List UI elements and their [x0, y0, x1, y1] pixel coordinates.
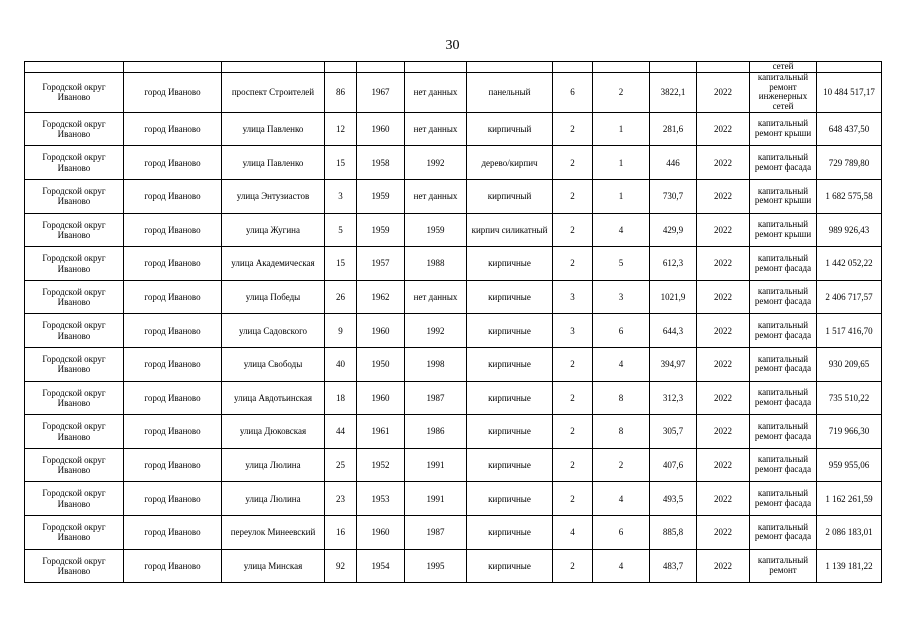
cell-work-type: капитальный ремонт фасада	[750, 516, 817, 550]
cell-cost: 2 406 717,57	[817, 280, 882, 314]
cell-year-overhaul: 1995	[405, 549, 467, 583]
page-number: 30	[445, 38, 460, 53]
cell-wall-material: кирпичные	[467, 448, 553, 482]
cell-floors: 2	[553, 146, 593, 180]
table-row	[25, 180, 882, 214]
cell-plan-year: 2022	[697, 381, 750, 415]
cell-district: Городской округ Иваново	[25, 516, 124, 550]
cell-street: улица Люлина	[222, 482, 325, 516]
cell-year-built: 1957	[357, 247, 405, 281]
table-row	[25, 73, 882, 113]
cell-year-built: 1953	[357, 482, 405, 516]
cell-district: Городской округ Иваново	[25, 146, 124, 180]
cell-floors: 2	[553, 381, 593, 415]
cell-year-built: 1960	[357, 516, 405, 550]
cell-house: 3	[325, 180, 357, 214]
cell-city: город Иваново	[124, 314, 222, 348]
cell-district: Городской округ Иваново	[25, 247, 124, 281]
cell-entrances: 6	[593, 314, 650, 348]
cell-plan-year: 2022	[697, 448, 750, 482]
cell-house: 23	[325, 482, 357, 516]
cell-wall-material: дерево/кирпич	[467, 146, 553, 180]
cell-wall-material: кирпич силикатный	[467, 213, 553, 247]
cell-cost: 719 966,30	[817, 415, 882, 449]
cell-cost: 1 162 261,59	[817, 482, 882, 516]
cell-city: город Иваново	[124, 448, 222, 482]
cell-cost: 1 442 052,22	[817, 247, 882, 281]
cell-floors: 2	[553, 415, 593, 449]
cell-year-overhaul: 1986	[405, 415, 467, 449]
cell-year-overhaul: 1991	[405, 482, 467, 516]
cell-work-type: капитальный ремонт инженерных сетей	[750, 73, 817, 113]
cell-area: 644,3	[650, 314, 697, 348]
cell-year-overhaul: 1988	[405, 247, 467, 281]
cell-entrances: 8	[593, 415, 650, 449]
cell-floors: 3	[553, 314, 593, 348]
cell-wall-material: кирпичные	[467, 280, 553, 314]
cell-cost	[817, 62, 882, 73]
cell-wall-material: кирпичные	[467, 348, 553, 382]
cell-entrances: 1	[593, 112, 650, 146]
cell-area: 483,7	[650, 549, 697, 583]
cell-entrances: 4	[593, 213, 650, 247]
cell-city: город Иваново	[124, 415, 222, 449]
cell-work-type: капитальный ремонт фасада	[750, 314, 817, 348]
cell-plan-year: 2022	[697, 482, 750, 516]
cell-district	[25, 62, 124, 73]
cell-entrances: 6	[593, 516, 650, 550]
cell-area: 312,3	[650, 381, 697, 415]
cell-city	[124, 62, 222, 73]
cell-house: 18	[325, 381, 357, 415]
cell-work-type: капитальный ремонт фасада	[750, 247, 817, 281]
cell-area: 281,6	[650, 112, 697, 146]
table-row	[25, 482, 882, 516]
cell-work-type: капитальный ремонт фасада	[750, 280, 817, 314]
cell-area: 446	[650, 146, 697, 180]
cell-year-built: 1950	[357, 348, 405, 382]
cell-year-built: 1959	[357, 180, 405, 214]
cell-year-built: 1958	[357, 146, 405, 180]
cell-wall-material	[467, 62, 553, 73]
cell-district: Городской округ Иваново	[25, 213, 124, 247]
cell-city: город Иваново	[124, 549, 222, 583]
cell-year-built: 1960	[357, 314, 405, 348]
cell-area: 730,7	[650, 180, 697, 214]
cell-plan-year: 2022	[697, 213, 750, 247]
cell-district: Городской округ Иваново	[25, 314, 124, 348]
cell-entrances: 3	[593, 280, 650, 314]
table-row	[25, 448, 882, 482]
cell-district: Городской округ Иваново	[25, 381, 124, 415]
cell-year-built: 1967	[357, 73, 405, 113]
cell-house: 86	[325, 73, 357, 113]
cell-year-overhaul: 1992	[405, 314, 467, 348]
cell-year-overhaul: 1991	[405, 448, 467, 482]
cell-year-overhaul: нет данных	[405, 112, 467, 146]
cell-house: 26	[325, 280, 357, 314]
cell-plan-year: 2022	[697, 516, 750, 550]
cell-plan-year: 2022	[697, 314, 750, 348]
table-row	[25, 112, 882, 146]
cell-city: город Иваново	[124, 516, 222, 550]
cell-year-overhaul: 1992	[405, 146, 467, 180]
cell-year-overhaul: нет данных	[405, 180, 467, 214]
cell-floors: 2	[553, 213, 593, 247]
table-row	[25, 146, 882, 180]
cell-street: улица Жугина	[222, 213, 325, 247]
cell-work-type: капитальный ремонт крыши	[750, 213, 817, 247]
cell-plan-year: 2022	[697, 73, 750, 113]
cell-work-type: капитальный ремонт фасада	[750, 348, 817, 382]
cell-district: Городской округ Иваново	[25, 112, 124, 146]
cell-cost: 10 484 517,17	[817, 73, 882, 113]
cell-plan-year: 2022	[697, 247, 750, 281]
cell-work-type: капитальный ремонт крыши	[750, 180, 817, 214]
cell-house: 12	[325, 112, 357, 146]
cell-floors: 2	[553, 247, 593, 281]
cell-cost: 1 517 416,70	[817, 314, 882, 348]
cell-house: 44	[325, 415, 357, 449]
cell-street: улица Павленко	[222, 146, 325, 180]
cell-year-built	[357, 62, 405, 73]
cell-street: улица Павленко	[222, 112, 325, 146]
cell-street	[222, 62, 325, 73]
cell-house: 15	[325, 146, 357, 180]
cell-year-built: 1952	[357, 448, 405, 482]
cell-work-type: капитальный ремонт крыши	[750, 112, 817, 146]
cell-cost: 930 209,65	[817, 348, 882, 382]
cell-area	[650, 62, 697, 73]
cell-plan-year: 2022	[697, 146, 750, 180]
cell-entrances: 4	[593, 482, 650, 516]
cell-year-overhaul: нет данных	[405, 280, 467, 314]
cell-entrances: 2	[593, 448, 650, 482]
buildings-table	[24, 61, 882, 583]
cell-wall-material: кирпичные	[467, 516, 553, 550]
cell-work-type: капитальный ремонт фасада	[750, 415, 817, 449]
cell-floors: 2	[553, 180, 593, 214]
cell-wall-material: кирпичные	[467, 247, 553, 281]
cell-street: улица Победы	[222, 280, 325, 314]
cell-district: Городской округ Иваново	[25, 348, 124, 382]
cell-wall-material: панельный	[467, 73, 553, 113]
cell-street: улица Минская	[222, 549, 325, 583]
cell-year-overhaul: 1998	[405, 348, 467, 382]
cell-area: 305,7	[650, 415, 697, 449]
table-row	[25, 348, 882, 382]
cell-house: 16	[325, 516, 357, 550]
cell-year-overhaul: нет данных	[405, 73, 467, 113]
cell-district: Городской округ Иваново	[25, 448, 124, 482]
table-row	[25, 516, 882, 550]
cell-street: улица Люлина	[222, 448, 325, 482]
cell-floors: 2	[553, 112, 593, 146]
cell-plan-year: 2022	[697, 549, 750, 583]
cell-year-overhaul: 1987	[405, 381, 467, 415]
cell-work-type: капитальный ремонт	[750, 549, 817, 583]
cell-work-type: капитальный ремонт фасада	[750, 146, 817, 180]
table-row	[25, 381, 882, 415]
cell-house: 25	[325, 448, 357, 482]
cell-entrances: 5	[593, 247, 650, 281]
cell-house: 5	[325, 213, 357, 247]
cell-plan-year	[697, 62, 750, 73]
cell-year-overhaul	[405, 62, 467, 73]
cell-area: 612,3	[650, 247, 697, 281]
cell-city: город Иваново	[124, 348, 222, 382]
cell-district: Городской округ Иваново	[25, 180, 124, 214]
cell-house: 40	[325, 348, 357, 382]
cell-plan-year: 2022	[697, 280, 750, 314]
cell-house: 15	[325, 247, 357, 281]
cell-plan-year: 2022	[697, 180, 750, 214]
cell-city: город Иваново	[124, 482, 222, 516]
cell-entrances: 8	[593, 381, 650, 415]
cell-wall-material: кирпичный	[467, 112, 553, 146]
cell-city: город Иваново	[124, 280, 222, 314]
cell-floors: 2	[553, 482, 593, 516]
cell-wall-material: кирпичный	[467, 180, 553, 214]
cell-year-built: 1961	[357, 415, 405, 449]
cell-city: город Иваново	[124, 112, 222, 146]
cell-street: улица Свободы	[222, 348, 325, 382]
cell-area: 3822,1	[650, 73, 697, 113]
table-row	[25, 62, 882, 73]
cell-cost: 648 437,50	[817, 112, 882, 146]
cell-cost: 959 955,06	[817, 448, 882, 482]
cell-plan-year: 2022	[697, 112, 750, 146]
cell-cost: 729 789,80	[817, 146, 882, 180]
cell-year-built: 1960	[357, 381, 405, 415]
cell-year-built: 1960	[357, 112, 405, 146]
table-row	[25, 280, 882, 314]
cell-year-built: 1959	[357, 213, 405, 247]
cell-street: улица Академическая	[222, 247, 325, 281]
cell-work-type: капитальный ремонт фасада	[750, 482, 817, 516]
cell-area: 1021,9	[650, 280, 697, 314]
cell-cost: 989 926,43	[817, 213, 882, 247]
cell-area: 429,9	[650, 213, 697, 247]
cell-city: город Иваново	[124, 247, 222, 281]
cell-cost: 735 510,22	[817, 381, 882, 415]
cell-city: город Иваново	[124, 73, 222, 113]
cell-floors: 2	[553, 348, 593, 382]
cell-district: Городской округ Иваново	[25, 549, 124, 583]
cell-work-type: капитальный ремонт фасада	[750, 381, 817, 415]
cell-area: 493,5	[650, 482, 697, 516]
cell-city: город Иваново	[124, 213, 222, 247]
cell-city: город Иваново	[124, 381, 222, 415]
cell-house	[325, 62, 357, 73]
table-body	[25, 62, 882, 583]
cell-house: 9	[325, 314, 357, 348]
cell-entrances: 1	[593, 180, 650, 214]
cell-street: улица Дюковская	[222, 415, 325, 449]
cell-wall-material: кирпичные	[467, 314, 553, 348]
cell-entrances: 2	[593, 73, 650, 113]
cell-plan-year: 2022	[697, 415, 750, 449]
cell-wall-material: кирпичные	[467, 549, 553, 583]
cell-year-overhaul: 1959	[405, 213, 467, 247]
cell-year-overhaul: 1987	[405, 516, 467, 550]
cell-area: 407,6	[650, 448, 697, 482]
cell-wall-material: кирпичные	[467, 415, 553, 449]
cell-city: город Иваново	[124, 146, 222, 180]
cell-year-built: 1962	[357, 280, 405, 314]
table-row	[25, 415, 882, 449]
table-row	[25, 549, 882, 583]
cell-floors: 6	[553, 73, 593, 113]
cell-district: Городской округ Иваново	[25, 73, 124, 113]
cell-street: проспект Строителей	[222, 73, 325, 113]
cell-wall-material: кирпичные	[467, 381, 553, 415]
cell-cost: 2 086 183,01	[817, 516, 882, 550]
cell-floors	[553, 62, 593, 73]
cell-floors: 2	[553, 448, 593, 482]
cell-area: 885,8	[650, 516, 697, 550]
cell-entrances: 4	[593, 348, 650, 382]
cell-city: город Иваново	[124, 180, 222, 214]
cell-floors: 3	[553, 280, 593, 314]
cell-street: переулок Минеевский	[222, 516, 325, 550]
table-row	[25, 247, 882, 281]
cell-cost: 1 139 181,22	[817, 549, 882, 583]
cell-district: Городской округ Иваново	[25, 415, 124, 449]
cell-street: улица Авдотьинская	[222, 381, 325, 415]
cell-floors: 2	[553, 549, 593, 583]
cell-entrances: 4	[593, 549, 650, 583]
cell-house: 92	[325, 549, 357, 583]
cell-entrances: 1	[593, 146, 650, 180]
cell-work-type: капитальный ремонт фасада	[750, 448, 817, 482]
cell-area: 394,97	[650, 348, 697, 382]
table-row	[25, 213, 882, 247]
cell-cost: 1 682 575,58	[817, 180, 882, 214]
cell-floors: 4	[553, 516, 593, 550]
cell-work-type: сетей	[750, 62, 817, 73]
cell-district: Городской округ Иваново	[25, 482, 124, 516]
cell-street: улица Энтузиастов	[222, 180, 325, 214]
cell-entrances	[593, 62, 650, 73]
cell-district: Городской округ Иваново	[25, 280, 124, 314]
cell-plan-year: 2022	[697, 348, 750, 382]
table-row	[25, 314, 882, 348]
cell-street: улица Садовского	[222, 314, 325, 348]
cell-wall-material: кирпичные	[467, 482, 553, 516]
cell-year-built: 1954	[357, 549, 405, 583]
